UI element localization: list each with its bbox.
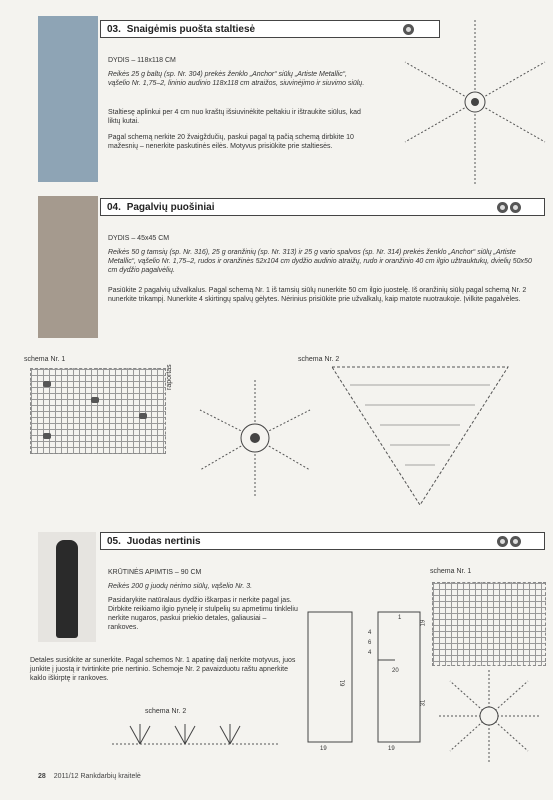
s04-paragraph-1: Pasiūkite 2 pagalvių užvalkalus. Pagal schemą Nr. 1 iš tamsių siūlų nunerkite 50 cm ilgio juostelę. Iš oranžinių siūlų pagal schemą Nr. 2 nunerkite trikampį. Nunerkite 4 skirtingų spalvų gėlytes. Nėrinius prisiūkite prie užvalkalų, kaip matote nuotraukoje. Įvilkite pagalvėles. bbox=[108, 287, 527, 303]
dimension-1: 1 bbox=[398, 615, 402, 621]
s05-schema-2-label: schema Nr. 2 bbox=[145, 708, 187, 715]
dimension-31: 31 bbox=[420, 699, 427, 707]
s05-paragraph-1: Pasidarykite natūralaus dydžio iškarpas ir nerkite pagal jas. Dirbkite reikiamo ilgio pynelę ir stulpelių su apmetimu tinkleliu nerkite nugaros, paskui priekio detales, galiausiai – rankoves. bbox=[108, 597, 298, 631]
s05-schema-1-chart-top bbox=[432, 582, 546, 666]
s04-size: DYDIS – 45x45 CM bbox=[108, 235, 170, 242]
section-title: Juodas nertinis bbox=[126, 536, 201, 547]
pillow-photo bbox=[38, 196, 98, 338]
s04-schema-1-chart bbox=[30, 368, 166, 454]
s03-paragraph-2: Pagal schemą nerkite 20 žvaigždučių, paskui pagal tą pačią schemą dirbkite 10 mažesnių – nenerkite paskutinės eilės. Motyvus prisiūkite prie staltiesės. bbox=[108, 134, 354, 150]
difficulty-icon bbox=[510, 536, 521, 547]
dimension-4-bottom: 4 bbox=[368, 650, 372, 656]
s04-materials: Reikės 50 g tamsių (sp. Nr. 316), 25 g oranžinių (sp. Nr. 313) ir 25 g vario spalvos (sp. Nr. 314) prekės ženklo „Anchor“ siūlų „Artiste Metallic“, vąšelio Nr. 1,75–2, rudos ir oranžinės 52x104 cm dydžio audinio atraižų, rudo ir oranžinio 40 cm ilgio užtrauktukų, dvielių 50x50 cm dydžio pagalvėlių. bbox=[108, 249, 532, 274]
raportas-label: raportas bbox=[166, 364, 173, 390]
snowflake-crochet-chart bbox=[400, 14, 550, 189]
section-number: 05. bbox=[107, 536, 121, 547]
dimension-4-top: 4 bbox=[368, 630, 372, 636]
sweater-pattern-schematic bbox=[300, 600, 430, 760]
s04-schema-1-label: schema Nr. 1 bbox=[24, 356, 66, 363]
s03-size: DYDIS – 118x118 CM bbox=[108, 57, 176, 64]
dimension-19-front: 19 bbox=[388, 746, 395, 752]
s05-schema-1-motif-chart bbox=[430, 666, 548, 766]
dimension-6: 6 bbox=[368, 640, 372, 646]
magazine-issue: 2011/12 Rankdarbių kraitelė bbox=[53, 773, 141, 780]
s05-schema-1-label: schema Nr. 1 bbox=[430, 568, 472, 575]
section-number: 03. bbox=[107, 24, 121, 35]
section-title: Snaigėmis puošta staltiesė bbox=[126, 24, 256, 35]
sweater-photo bbox=[38, 532, 96, 642]
section-title: Pagalvių puošiniai bbox=[126, 202, 215, 213]
section-05-header bbox=[100, 532, 545, 550]
s05-materials: Reikės 200 g juodų nėrimo siūlų, vąšelio Nr. 3. bbox=[108, 583, 253, 590]
section-04-header bbox=[100, 198, 545, 216]
s04-schema-2-triangle-chart bbox=[330, 365, 510, 510]
page-footer bbox=[38, 773, 141, 780]
dimension-61: 61 bbox=[340, 679, 347, 687]
tablecloth-photo bbox=[38, 16, 98, 182]
dimension-19-shoulder: 19 bbox=[420, 619, 427, 627]
difficulty-icon bbox=[497, 536, 508, 547]
difficulty-icon bbox=[497, 202, 508, 213]
page-number: 28 bbox=[38, 773, 46, 780]
s03-materials: Reikės 25 g baltų (sp. Nr. 304) prekės ženklo „Anchor“ siūlų „Artiste Metallic“, vąšelio Nr. 1,75–2, lininio audinio 118x118 cm atraižos, siuvinėjimo ir siuvimo siūlų. bbox=[108, 71, 365, 87]
section-number: 04. bbox=[107, 202, 121, 213]
s04-flower-chart bbox=[185, 370, 325, 505]
difficulty-icon bbox=[510, 202, 521, 213]
section-03-header bbox=[100, 20, 440, 38]
s04-schema-2-label: schema Nr. 2 bbox=[298, 356, 340, 363]
s05-paragraph-2: Detales susiūkite ar sunerkite. Pagal schemos Nr. 1 apatinę dalį nerkite motyvus, juos junkite į juostą ir tvirtinkite prie nertinio. Schemoje Nr. 2 pavaizduotu raštu apnerkite kaklo iškirptę ir rankoves. bbox=[30, 657, 296, 682]
dimension-19-back: 19 bbox=[320, 746, 327, 752]
s05-schema-2-chart bbox=[110, 720, 280, 750]
s03-paragraph-1: Staltiesę aplinkui per 4 cm nuo kraštų išsiuvinėkite peltakiu ir ištraukite siūlus, kad liktų kutai. bbox=[108, 109, 361, 125]
s05-size: KRŪTINĖS APIMTIS – 90 CM bbox=[108, 569, 202, 576]
dimension-20: 20 bbox=[392, 668, 399, 674]
